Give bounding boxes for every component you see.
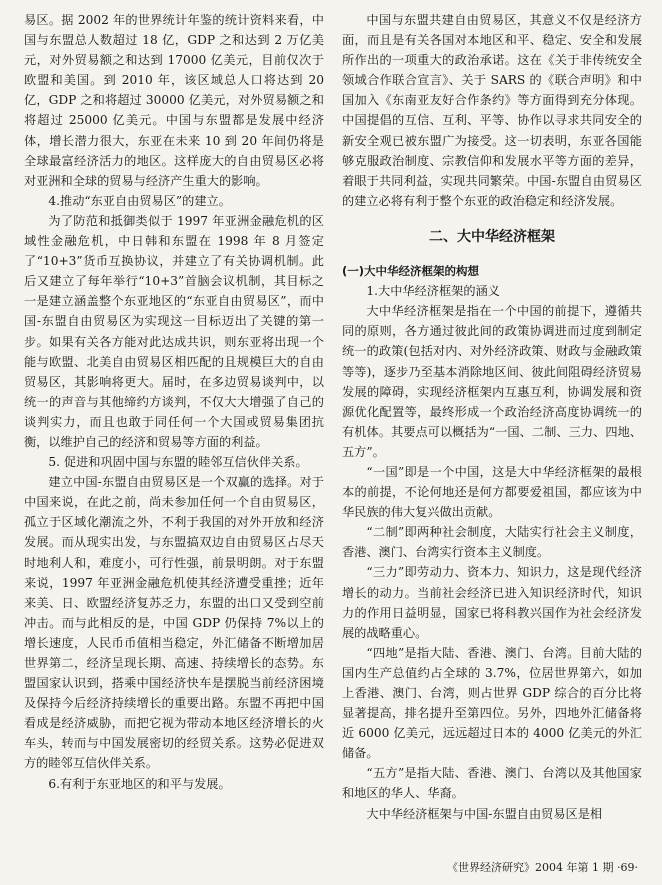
item-5-heading: 5. 促进和巩固中国与东盟的睦邻互信伙伴关系。 — [48, 455, 308, 470]
item-6-heading: 6.有利于东亚地区的和平与发展。 — [48, 776, 231, 791]
left-column — [24, 10, 324, 794]
right-column — [342, 10, 642, 824]
paragraph-political-commitment: 中国与东盟共建自由贸易区，其意义不仅是经济方面，而且是有关各国对本地区和平、稳定、安全和发展所作出的一项重大的政治承诺。这在《关于非传统安全领域合作联合宣言》、关于 SARS 的《联合声明》和中国加入《东南亚友好合作条约》等方面得到充分体现。中国提倡的互信、互利、平等、协作以寻求共同安全的新安全观已被东盟广为接受。这一切表明，东亚各国能够克服政治制度、宗教信仰和发展水平等方面的差异，着眼于共同利益，实现共同繁荣。中国-东盟自由贸易区的建立必将有利于整个东亚的政治稳定和经济发展。 — [342, 13, 642, 208]
paragraph-continuation: 大中华经济框架与中国-东盟自由贸易区是相 — [366, 806, 603, 821]
paragraph-population: 易区。据 2002 年的世界统计年鉴的统计资料来看，中国与东盟总人数超过 18 亿，GDP 之和达到 2 万亿美元，对外贸易额之和达到 17000 亿美元，目前仅次于欧盟和美国。到 2010 年，该区域总人口将达到 20 亿，GDP 之和将超过 30000 亿美元，对外贸易额之和将超过 25000 亿美元。中国与东盟都是发展中经济体，增长潜力很大，东亚在未来 10 到 20 年间仍将是全球最富经济活力的地区。这样庞大的自由贸易区必将对亚洲和全球的贸易与经济产生重大的影响。 — [24, 13, 324, 188]
item-4-heading: 4.推动“东亚自由贸易区”的建立。 — [48, 193, 231, 208]
paragraph-four-regions: “四地”是指大陆、香港、澳门、台湾。目前大陆的国内生产总值约占全球的 3.7%，位居世界第六，如加上香港、澳门、台湾，则占世界 GDP 综合的百分比将显著提高，排名提升至第四位。另外，四地外汇储备将近 6000 亿美元，远远超过日本的 4000 亿美元的外汇储备。 — [342, 645, 642, 761]
paragraph-framework-definition: 大中华经济框架是指在一个中国的前提下，遵循共同的原则，各方通过彼此间的政策协调进而过度到制定统一的政策(包括对内、对外经济政策、财政与金融政策等等)，逐步乃至基本消除地区间、彼此间阻碍经济贸易发展的障碍，实现经济框架内互惠互利，协调发展和资源优化配置等，最终形成一个政治经济高度协调统一的有机体。其要点可以概括为“一国、二制、三力、四地、五方”。 — [342, 304, 642, 459]
subsection-title: (一)大中华经济框架的构想 — [342, 264, 480, 279]
paragraph-win-win: 建立中国-东盟自由贸易区是一个双赢的选择。对于中国来说，在此之前，尚未参加任何一个自由贸易区，孤立于区域化潮流之外，不利于我国的对外开放和经济发展。而从现实出发，与东盟搞双边自由贸易区占尽天时地利人和，难度小，可行性强，前景明朗。对于东盟来说，1997 年亚洲金融危机使其经济遭受重挫；近年来美、日、欧盟经济复苏乏力，东盟的出口又受到空前冲击。而与此相反的是，中国 GDP 仍保持 7%以上的增长速度，人民币币值相当稳定，外汇储备不断增加居世界第二，经济呈现长期、高速、持续增长的态势。东盟国家认识到，搭乘中国经济快车是摆脱当前经济困境及保持今后经济持续增长的重要出路。东盟不再把中国看成是经济威胁，而把它视为带动本地区经济增长的火车头，转而与中国发展密切的经贸关系。这势必促进双方的睦邻互信伙伴关系。 — [24, 475, 324, 771]
page-footer: 《世界经济研究》2004 年第 1 期 ·69· — [447, 861, 638, 874]
paragraph-east-asia-fta: 为了防范和抵御类似于 1997 年亚洲金融危机的区域性金融危机，中日韩和东盟在 1998 年 8 月签定了“10+3”货币互换协议，并建立了有关协调机制。此后又建立了每年举行“10+3”首脑会议机制，其目标之一是建立涵盖整个东亚地区的“东亚自由贸易区”，而中国-东盟自由贸易区为实现这一目标迈出了关键的第一步。如果有关各方能对此达成共识，则东亚将出现一个能与欧盟、北美自由贸易区相匹配的且规模巨大的自由贸易区，其影响将更大。届时，在多边贸易谈判中，以统一的声音与其他缔约方谈判，不仅大大增强了自己的谈判实力，而且也敢于同任何一个大国或贸易集团抗衡，以维护自己的经济和贸易等方面的利益。 — [24, 213, 324, 449]
paragraph-three-forces: “三力”即劳动力、资本力、知识力，这是现代经济增长的动力。当前社会经济已进入知识经济时代，知识力的作用日益明显，国家已将科教兴国作为社会经济发展的战略重心。 — [342, 565, 642, 640]
paragraph-two-systems: “二制”即两种社会制度，大陆实行社会主义制度，香港、澳门、台湾实行资本主义制度。 — [342, 525, 642, 560]
subsection-item-heading: 1.大中华经济框架的涵义 — [366, 284, 500, 299]
section-title: 二、大中华经济框架 — [429, 228, 555, 245]
paragraph-five-parties: “五方”是指大陆、香港、澳门、台湾以及其他国家和地区的华人、华裔。 — [342, 766, 642, 801]
paragraph-one-country: “一国”即是一个中国，这是大中华经济框架的最根本的前提，不论何地还是何方都要爱祖国，都应该为中华民族的伟大复兴做出贡献。 — [342, 464, 642, 520]
